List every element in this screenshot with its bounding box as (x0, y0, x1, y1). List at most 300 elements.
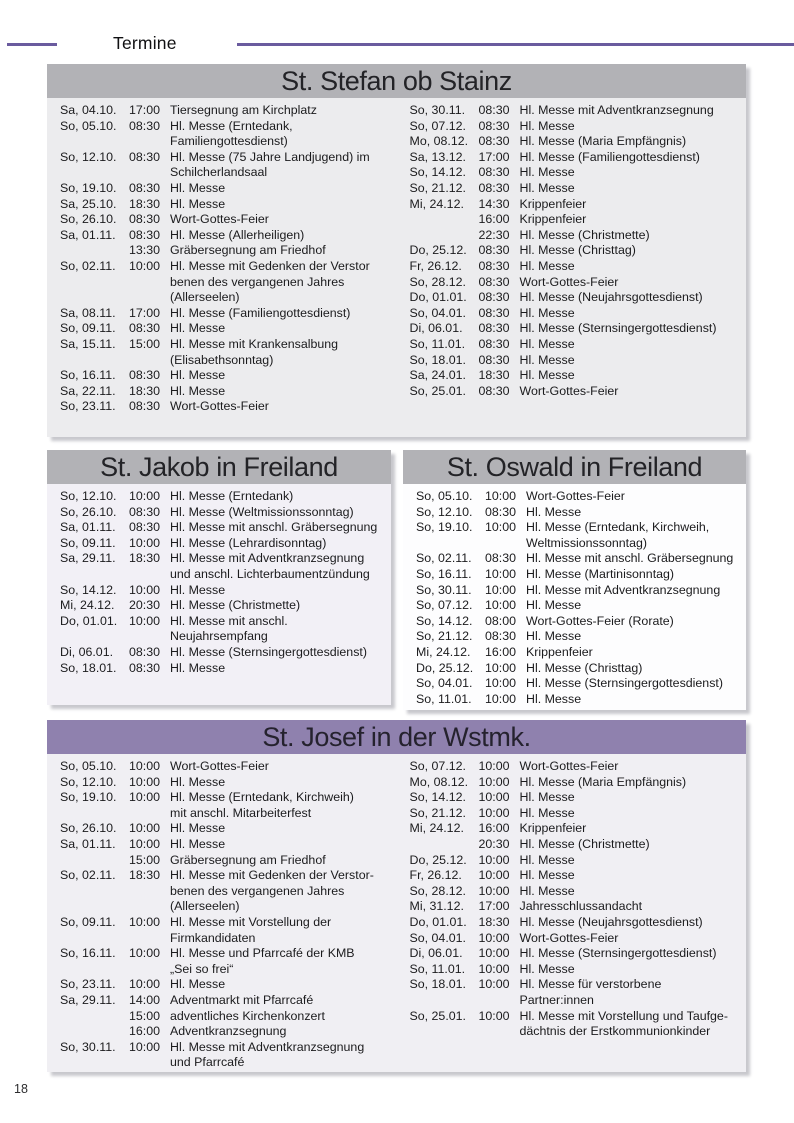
event-description (170, 645, 391, 661)
event-description (170, 977, 397, 993)
event-description (520, 134, 747, 150)
event-date: So, 11.01. (409, 336, 466, 351)
event-date: So, 18.01. (409, 977, 466, 992)
schedule-row (47, 368, 397, 384)
event-date: So, 28.12. (409, 883, 466, 898)
schedule-row (397, 977, 747, 1008)
event-description-line: Krippenfeier (519, 821, 587, 836)
event-description (526, 661, 746, 677)
event-time: 14:30 (478, 196, 510, 211)
event-description (170, 520, 391, 536)
event-time: 10:00 (485, 489, 517, 503)
event-description-line: Hl. Messe (526, 598, 582, 613)
event-description-line: Hl. Messe mit Vorstellung der (170, 914, 332, 929)
schedule-row (47, 598, 391, 614)
event-date: So, 12.10. (60, 774, 117, 789)
event-description (170, 1009, 397, 1025)
event-description-line: Wort-Gottes-Feier (170, 212, 269, 227)
event-description-line: „Sei so frei“ (170, 961, 234, 976)
event-date: Do, 25.12. (416, 660, 474, 675)
event-date: So, 21.12. (416, 629, 473, 644)
event-description (520, 259, 747, 275)
event-date: So, 18.01. (60, 660, 117, 675)
event-description (170, 181, 397, 197)
schedule-row (403, 614, 746, 630)
schedule-row (47, 775, 397, 791)
schedule-row (47, 759, 397, 775)
event-date: Sa, 25.10. (60, 196, 117, 211)
event-description-line: Wort-Gottes-Feier (170, 759, 269, 773)
event-description (170, 915, 397, 946)
event-time: 10:00 (129, 790, 161, 805)
event-date: So, 18.01. (409, 352, 466, 367)
event-description-line: Hl. Messe (Christtag) (519, 243, 636, 258)
event-description (520, 977, 747, 1008)
schedule-row (403, 567, 746, 583)
schedule-row (47, 259, 397, 306)
schedule-row (397, 790, 747, 806)
event-description-line: Hl. Messe mit anschl. (170, 613, 288, 628)
event-time: 08:30 (129, 149, 161, 164)
schedule-row (47, 150, 397, 181)
event-description (526, 598, 746, 614)
event-description (520, 181, 747, 197)
event-date (60, 1009, 129, 1025)
event-description-line: Hl. Messe (Erntedank, Kirchweih, (526, 520, 710, 535)
event-date: Sa, 01.11. (60, 836, 116, 851)
section-title: St. Stefan ob Stainz (47, 64, 746, 98)
event-time: 08:30 (478, 103, 510, 117)
event-date: So, 11.01. (409, 961, 466, 976)
schedule-row (403, 676, 746, 692)
schedule-row (397, 197, 747, 213)
event-time: 15:00 (129, 852, 161, 867)
event-description-line: Schilcherlandsaal (170, 165, 268, 180)
schedule-row (47, 821, 397, 837)
event-description-line: Hl. Messe (Lehrardisonntag) (170, 535, 327, 550)
event-date: So, 25.01. (409, 1008, 466, 1023)
event-description-line: Gräbersegnung am Friedhof (170, 243, 326, 258)
event-time: 08:30 (478, 352, 510, 367)
event-description-line: Hl. Messe (526, 691, 582, 706)
event-description (520, 384, 747, 400)
schedule-row (397, 119, 747, 135)
event-description-line: Hl. Messe (Martinisonntag) (526, 566, 675, 581)
event-description (170, 228, 397, 244)
event-time: 10:00 (129, 1039, 161, 1054)
event-date: So, 19.10. (60, 790, 117, 805)
schedule-row (47, 119, 397, 150)
schedule-row (47, 243, 397, 259)
schedule-row (397, 821, 747, 837)
schedule-column (47, 103, 397, 415)
event-description-line: Hl. Messe (519, 790, 575, 805)
event-description (170, 583, 391, 599)
event-description-line: Weltmissionssonntag) (526, 535, 647, 550)
schedule-row (397, 321, 747, 337)
event-date: So, 21.12. (409, 180, 466, 195)
event-time: 18:30 (129, 551, 161, 566)
event-date: So, 09.11. (60, 914, 116, 929)
event-description (520, 759, 747, 775)
event-description-line: Wort-Gottes-Feier (519, 759, 619, 773)
event-description-line: Hl. Messe (Christmette) (519, 836, 650, 851)
event-date: Sa, 22.11. (60, 383, 116, 398)
event-time: 14:00 (129, 992, 161, 1007)
event-description-line: und anschl. Lichterbaumentzündung (170, 566, 370, 581)
event-time: 08:30 (478, 336, 510, 351)
event-description (520, 915, 747, 931)
event-time: 10:00 (129, 582, 161, 597)
event-time: 10:00 (478, 759, 510, 773)
schedule-row (397, 275, 747, 291)
event-description-line: Gräbersegnung am Friedhof (170, 852, 326, 867)
event-description (526, 692, 746, 708)
event-time: 10:00 (129, 914, 161, 929)
schedule-row (47, 551, 391, 582)
event-date: So, 14.12. (60, 582, 117, 597)
event-description-line: mit anschl. Mitarbeiterfest (170, 805, 312, 820)
event-date: So, 25.01. (409, 383, 466, 398)
event-description-line: Hl. Messe mit anschl. Gräbersegnung (526, 551, 734, 566)
event-time: 16:00 (485, 644, 517, 659)
event-description (520, 853, 747, 869)
event-time: 08:00 (485, 613, 517, 628)
schedule-row (397, 837, 747, 853)
schedule-column (47, 759, 397, 1071)
section-st-stefan (47, 64, 746, 437)
event-description-line: Hl. Messe (170, 821, 226, 836)
schedule-row (397, 931, 747, 947)
event-time: 16:00 (129, 1024, 161, 1039)
event-time: 18:30 (129, 868, 161, 883)
event-time: 10:00 (129, 489, 161, 503)
schedule-row (47, 103, 397, 119)
event-description-line: Hl. Messe (Sternsingergottesdienst) (526, 676, 723, 691)
schedule-row (397, 228, 747, 244)
event-description-line: Hl. Messe (Maria Empfängnis) (519, 774, 687, 789)
event-description (520, 962, 747, 978)
schedule-row (397, 775, 747, 791)
event-time: 13:30 (129, 243, 161, 258)
event-time: 08:30 (129, 321, 161, 336)
schedule-row (47, 399, 397, 415)
schedule-row (403, 598, 746, 614)
event-description-line: Hl. Messe (519, 352, 575, 367)
event-time: 16:00 (478, 821, 510, 836)
event-description (520, 821, 747, 837)
event-date: Do, 25.12. (409, 243, 467, 258)
event-description (520, 337, 747, 353)
event-description-line: Hl. Messe (Christtag) (526, 660, 643, 675)
event-date: So, 05.10. (60, 759, 117, 773)
event-description (526, 520, 746, 551)
event-time: 08:30 (478, 258, 510, 273)
event-time: 08:30 (129, 118, 161, 133)
schedule-row (47, 384, 397, 400)
event-description (170, 868, 397, 915)
event-date: So, 09.11. (60, 321, 116, 336)
event-time: 10:00 (129, 759, 161, 773)
event-description-line: Partner:innen (519, 992, 594, 1007)
event-time: 10:00 (478, 1008, 510, 1023)
schedule-row (397, 259, 747, 275)
event-time: 10:00 (485, 520, 517, 535)
event-time: 08:30 (129, 399, 161, 414)
event-description-line: adventliches Kirchenkonzert (170, 1008, 325, 1023)
event-time: 10:00 (478, 852, 510, 867)
event-date: So, 16.11. (60, 946, 116, 961)
event-description-line: Hl. Messe (519, 118, 575, 133)
event-date: Do, 01.01. (409, 914, 467, 929)
event-description-line: Hl. Messe (519, 368, 575, 383)
event-description (520, 321, 747, 337)
schedule-row (47, 489, 391, 505)
event-description-line: Hl. Messe (526, 504, 582, 519)
schedule-row (397, 134, 747, 150)
event-description (170, 551, 391, 582)
event-date: So, 02.11. (60, 258, 116, 273)
schedule-row (397, 181, 747, 197)
event-time: 10:00 (485, 582, 517, 597)
event-time: 20:30 (129, 598, 161, 613)
event-time: 10:00 (129, 258, 161, 273)
schedule-row (403, 661, 746, 677)
event-description-line: Hl. Messe (170, 196, 226, 211)
schedule-columns (47, 754, 746, 1071)
event-description-line: Wort-Gottes-Feier (519, 930, 619, 945)
event-date: Fr, 26.12. (409, 868, 462, 883)
event-time: 10:00 (129, 946, 161, 961)
event-description-line: Hl. Messe (Sternsingergottesdienst) (519, 321, 717, 336)
schedule-row (47, 197, 397, 213)
event-description (170, 993, 397, 1009)
event-time: 10:00 (485, 598, 517, 613)
event-description (170, 1040, 397, 1071)
schedule-row (403, 629, 746, 645)
event-date: Mi, 24.12. (409, 196, 464, 211)
event-description (526, 489, 746, 505)
event-time: 10:00 (478, 961, 510, 976)
event-description-line: Wort-Gottes-Feier (519, 274, 619, 289)
schedule-row (47, 868, 397, 915)
event-date: So, 28.12. (409, 274, 466, 289)
schedule-column (403, 489, 746, 707)
event-date (60, 1024, 129, 1040)
event-description-line: Hl. Messe (519, 305, 575, 320)
schedule-row (397, 806, 747, 822)
event-description (170, 103, 397, 119)
event-time: 08:30 (478, 305, 510, 320)
event-description (526, 629, 746, 645)
event-description-line: Hl. Messe und Pfarrcafé der KMB (170, 946, 355, 961)
schedule-column (397, 103, 747, 415)
event-description (520, 103, 747, 119)
event-description (170, 212, 397, 228)
event-time: 18:30 (129, 383, 161, 398)
event-date: Mi, 24.12. (416, 644, 471, 659)
event-date: Di, 06.01. (409, 946, 463, 961)
event-description-line: Hl. Messe mit Gedenken der Verstor- (170, 868, 374, 883)
event-date: So, 26.10. (60, 212, 117, 227)
event-description-line: Hl. Messe (Christmette) (519, 227, 650, 242)
schedule-row (47, 614, 391, 645)
event-description (526, 567, 746, 583)
schedule-row (47, 321, 397, 337)
event-description-line: Krippenfeier (526, 644, 593, 659)
event-date: So, 04.01. (409, 305, 466, 320)
event-description-line: und Pfarrcafé (170, 1055, 245, 1070)
section-st-josef (47, 720, 746, 1072)
event-description-line: (Elisabethsonntag) (170, 352, 274, 367)
event-description-line: Hl. Messe für verstorbene (519, 977, 662, 992)
event-date: So, 19.10. (416, 520, 473, 535)
event-description (520, 306, 747, 322)
event-description-line: Jahresschlussandacht (519, 899, 643, 914)
schedule-column (47, 489, 391, 676)
event-time: 10:00 (129, 535, 161, 550)
schedule-row (397, 899, 747, 915)
event-date: So, 21.12. (409, 805, 466, 820)
event-date: So, 19.10. (60, 180, 117, 195)
event-date (410, 228, 479, 244)
event-time: 17:00 (478, 149, 510, 164)
schedule-row (47, 306, 397, 322)
page-number: 18 (14, 1082, 28, 1096)
event-date: Di, 06.01. (409, 321, 463, 336)
event-description (170, 536, 391, 552)
schedule-row (397, 353, 747, 369)
event-description (170, 197, 397, 213)
event-description-line: Hl. Messe (Sternsingergottesdienst) (170, 644, 367, 659)
event-description-line: Hl. Messe (519, 852, 575, 867)
event-description-line: Firmkandidaten (170, 930, 256, 945)
event-description (520, 790, 747, 806)
event-description (520, 275, 747, 291)
event-description-line: benen des vergangenen Jahres (170, 274, 345, 289)
event-description (170, 384, 397, 400)
event-description-line: Wort-Gottes-Feier (526, 489, 625, 503)
event-date: So, 14.12. (409, 790, 466, 805)
event-time: 10:00 (129, 977, 161, 992)
event-time: 10:00 (129, 774, 161, 789)
event-date (410, 212, 479, 228)
event-time: 08:30 (478, 165, 510, 180)
schedule-row (47, 536, 391, 552)
event-time: 10:00 (485, 566, 517, 581)
event-date: So, 14.12. (409, 165, 466, 180)
event-description-line: Hl. Messe (519, 883, 575, 898)
schedule-row (47, 181, 397, 197)
schedule-row (47, 837, 397, 853)
event-description (520, 931, 747, 947)
event-description (526, 551, 746, 567)
event-date: So, 05.10. (416, 489, 473, 503)
event-time: 08:30 (129, 368, 161, 383)
event-description (520, 1009, 747, 1040)
event-description-line: Adventkranzsegnung (170, 1024, 287, 1039)
event-description-line: Wort-Gottes-Feier (170, 399, 269, 414)
event-date: So, 16.11. (416, 566, 472, 581)
event-time: 10:00 (485, 691, 517, 706)
event-description-line: Hl. Messe mit anschl. Gräbersegnung (170, 520, 378, 535)
event-description (170, 946, 397, 977)
event-date: Sa, 04.10. (60, 103, 117, 117)
accent-rule-right (237, 43, 794, 46)
event-time: 08:30 (478, 134, 510, 149)
event-date: Fr, 26.12. (409, 258, 462, 273)
event-description (170, 775, 397, 791)
section-title: St. Josef in der Wstmk. (47, 720, 746, 754)
event-description-line: Hl. Messe (170, 977, 226, 992)
event-description (170, 614, 391, 645)
schedule-row (403, 551, 746, 567)
event-description (170, 759, 397, 775)
event-time: 17:00 (478, 899, 510, 914)
event-date: So, 09.11. (60, 535, 116, 550)
event-description (170, 505, 391, 521)
event-time: 08:30 (129, 212, 161, 227)
schedule-columns (47, 484, 391, 676)
event-date: So, 07.12. (409, 118, 466, 133)
event-description-line: Familiengottesdienst) (170, 134, 288, 149)
event-description (520, 775, 747, 791)
event-description (170, 368, 397, 384)
event-date: Sa, 01.11. (60, 520, 116, 535)
event-description-line: Hl. Messe (Neujahrsgottesdienst) (519, 290, 703, 305)
schedule-row (397, 946, 747, 962)
event-date: Sa, 29.11. (60, 551, 116, 566)
event-description (520, 899, 747, 915)
schedule-row (47, 1040, 397, 1071)
event-time: 18:30 (129, 196, 161, 211)
event-date: Mo, 08.12. (409, 134, 469, 149)
schedule-row (397, 150, 747, 166)
event-date: Mi, 24.12. (60, 598, 115, 613)
event-description-line: Hl. Messe (170, 660, 226, 675)
schedule-row (397, 884, 747, 900)
event-description (170, 790, 397, 821)
event-time: 15:00 (129, 336, 161, 351)
event-description-line: Hl. Messe mit Adventkranzsegnung (170, 551, 365, 566)
schedule-row (397, 290, 747, 306)
schedule-row (397, 868, 747, 884)
event-time: 22:30 (478, 227, 510, 242)
event-description-line: Hl. Messe (170, 582, 226, 597)
event-description (170, 243, 397, 259)
event-time: 10:00 (129, 613, 161, 628)
schedule-column (397, 759, 747, 1071)
event-date: So, 04.01. (416, 676, 473, 691)
event-description-line: Hl. Messe (519, 258, 575, 273)
event-date: So, 12.10. (416, 504, 473, 519)
event-description (170, 661, 391, 677)
event-date: Di, 06.01. (60, 644, 114, 659)
event-description-line: Hl. Messe (Christmette) (170, 598, 301, 613)
event-description-line: Tiersegnung am Kirchplatz (170, 103, 317, 117)
event-date: So, 26.10. (60, 504, 117, 519)
event-time: 08:30 (478, 290, 510, 305)
event-date: Do, 01.01. (60, 613, 118, 628)
page-header-label: Termine (113, 33, 177, 53)
schedule-row (403, 645, 746, 661)
event-description (526, 505, 746, 521)
event-description (520, 368, 747, 384)
event-date (60, 853, 129, 869)
event-date: So, 14.12. (416, 613, 473, 628)
event-description (520, 119, 747, 135)
event-description-line: Hl. Messe (Familiengottesdienst) (170, 305, 351, 320)
